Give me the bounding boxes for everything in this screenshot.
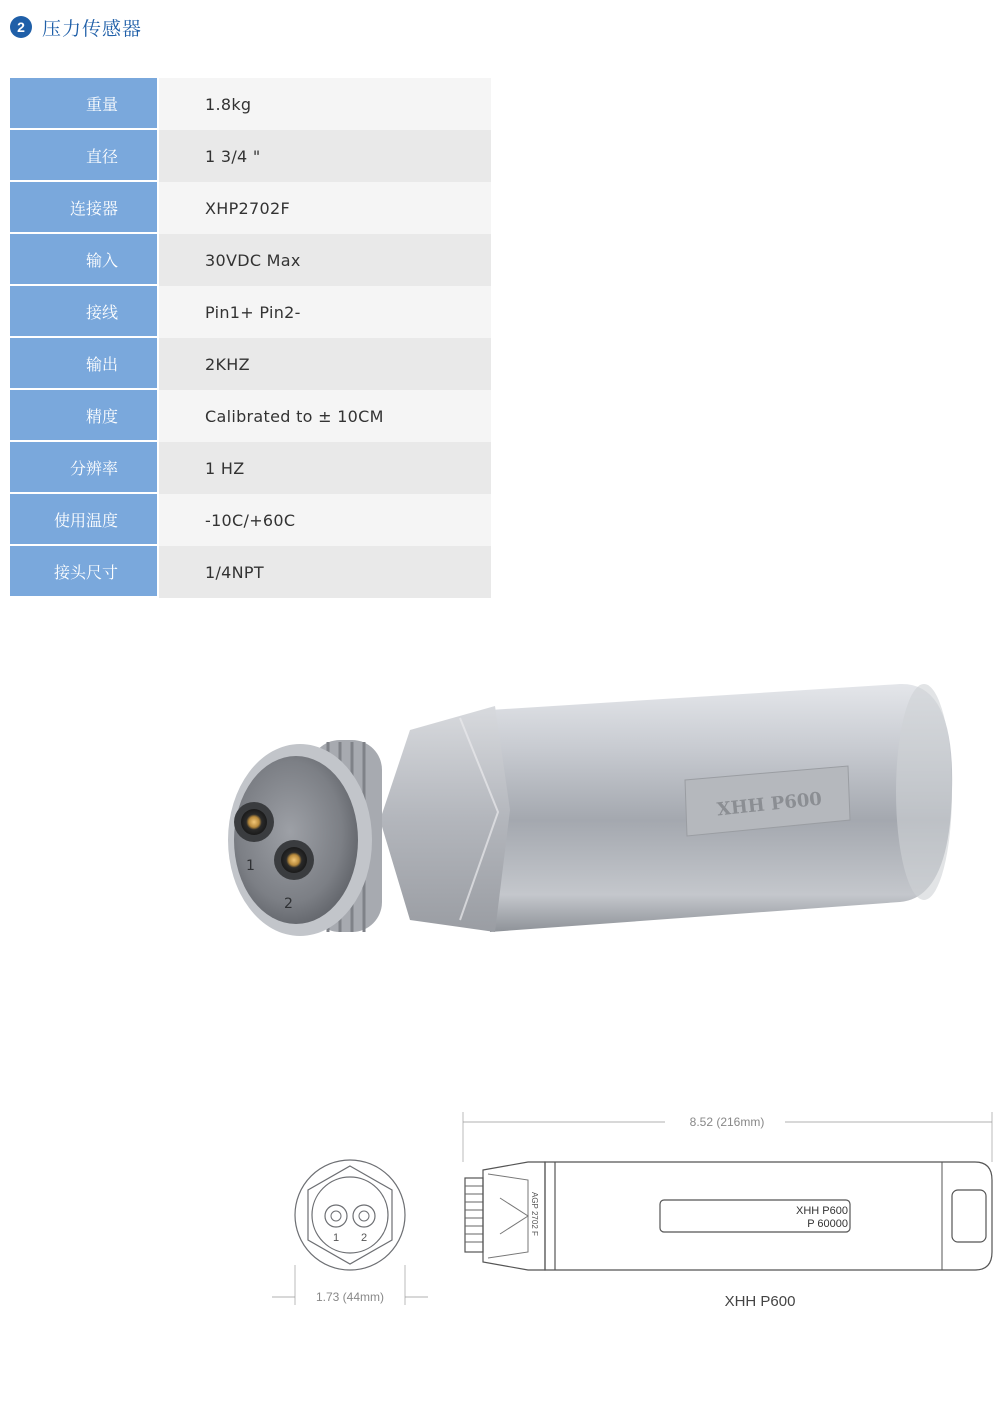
end-view-pin1-label: 1 [332,1232,340,1244]
spec-value: -10C/+60C [159,494,491,546]
spec-row [10,390,491,442]
spec-value: 1 3/4 " [159,130,491,182]
photo-pin1-label: 1 [246,858,255,874]
spec-label: 精度 [10,390,157,442]
spec-row [10,234,491,286]
spec-value: Calibrated to ± 10CM [159,390,491,442]
spec-row [10,182,491,234]
spec-label: 分辨率 [10,442,157,494]
spec-value: 1 HZ [159,442,491,494]
end-view [272,1160,428,1305]
end-view-pin2-label: 2 [360,1232,368,1244]
product-photo [210,670,970,970]
spec-row [10,494,491,546]
spec-row [10,130,491,182]
spec-value: Pin1+ Pin2- [159,286,491,338]
section-number-badge: 2 [10,16,32,38]
spec-value: 2KHZ [159,338,491,390]
drawing-caption: XHH P600 [724,1293,796,1310]
spec-row [10,78,491,130]
photo-body-label: XHH P600 [715,788,823,821]
technical-drawing [0,1100,1000,1320]
section-title: 压力传感器 [42,17,143,40]
spec-label: 接线 [10,286,157,338]
spec-label: 直径 [10,130,157,182]
spec-label: 使用温度 [10,494,157,546]
section-header [10,14,142,40]
spec-row [10,338,491,390]
plate-line-2: P 60000 [807,1218,848,1230]
spec-table [10,78,491,598]
spec-label: 接头尺寸 [10,546,157,598]
spec-value: 1.8kg [159,78,491,130]
spec-label: 输出 [10,338,157,390]
spec-label: 连接器 [10,182,157,234]
spec-value: 30VDC Max [159,234,491,286]
diameter-dimension: 1.73 (44mm) [315,1290,385,1304]
connector-marking: AGP 2702 F [530,1192,539,1236]
spec-label: 输入 [10,234,157,286]
spec-value: 1/4NPT [159,546,491,598]
spec-value: XHP2702F [159,182,491,234]
length-dimension: 8.52 (216mm) [689,1115,765,1129]
side-view [463,1112,992,1310]
plate-line-1: XHH P600 [796,1205,848,1217]
spec-row [10,286,491,338]
photo-pin2-label: 2 [284,896,293,912]
spec-row [10,546,491,598]
spec-row [10,442,491,494]
spec-label: 重量 [10,78,157,130]
